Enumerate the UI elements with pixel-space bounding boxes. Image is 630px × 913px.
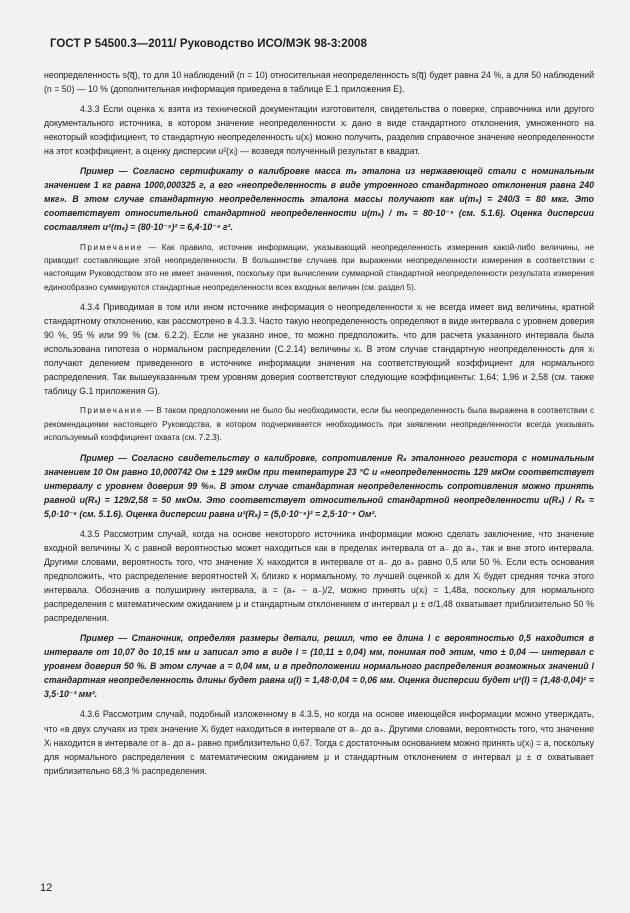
paragraph-text: 4.3.4 Приводимая в том или ином источнике информация о неопределенности xᵢ не всегда имеет вид величины, кратной стандартному отклонению, как рассмотрено в 4.3.3. Часто такую неопределенность определяют в виде интервала с уровнем доверия 90 %, 95 % или 99 % (см. 6.2.2). Если не указано иное, то можно предположить, что для расчета указанного интервала была использована гипотеза о нормальном распределении (С.2.14) величины xᵢ. В этом случае стандартную неопределенность для xᵢ получают делением приведенного в источнике информации значения на соответствующий коэффициент для нормального распределения. Так вышеуказанным трем уровням доверия соответствуют следующие коэффициенты: 1,64; 1,96 и 2,58 (см. также таблицу G.1 приложения G). <box>44 302 594 397</box>
example-paragraph <box>44 631 594 701</box>
paragraph-text: 4.3.6 Рассмотрим случай, подобный изложенному в 4.3.5, но когда на основе имеющейся информации можно утверждать, что «в двух случаях из трех значение Xᵢ будет находиться в интервале от a₋ до a₊. Другими словами, вероятность того, что значение Xᵢ находится в интервале от a₋ до a₊ равно приблизительно 0,67. Тогда с достаточным основанием можно принять u(xᵢ) = a, поскольку для нормального распределения с математическим ожиданием μ и стандартным отклонением σ интервал μ ± σ охватывает приблизительно 68,3 % распределения. <box>44 709 594 776</box>
example-paragraph <box>44 164 594 234</box>
body-paragraph <box>44 707 594 777</box>
paragraph-text: 4.3.3 Если оценка xᵢ взята из технической документации изготовителя, свидетельства о поверке, справочника или другого документального источника, в котором значение неопределенности xᵢ дано в виде стандартного отклонения, умноженного на некоторый коэффициент, то стандартную неопределенность u(xᵢ) можно получить, разделив справочное значение неопределенности на этот коэффициент, а оценку дисперсии u²(xᵢ) — возведя полученный результат в квадрат. <box>44 104 594 157</box>
paragraph-text: — В таком предположении не было бы необходимости, если бы неопределенность была выражена в соответствии с рекомендациями настоящего Руководства, в котором подчеркивается необходимость при заявлении неопределенности всегда указывать используемый коэффициент охвата (см. 7.2.3). <box>44 406 594 443</box>
note-paragraph <box>44 241 594 295</box>
note-paragraph <box>44 404 594 444</box>
body-paragraph <box>44 300 594 398</box>
running-header: ГОСТ Р 54500.3—2011/ Руководство ИСО/МЭК 98-3:2008 <box>50 38 367 50</box>
body-paragraph <box>44 102 594 158</box>
body-text <box>44 68 594 778</box>
note-label: Примечание <box>80 406 143 416</box>
paragraph-text: неопределенность s(q̅), то для 10 наблюдений (n = 10) относительная неопределенность s(q̅) будет равна 24 %, а для 50 наблюдений (n = 50) — 10 % (дополнительная информация приведена в таблице Е.1 приложения Е). <box>44 70 594 95</box>
paragraph-text: — Как правило, источник информации, указывающий неопределенность измерения какой-либо величины, не приводит составляющие этой неопределенности. В большинстве случаев при выражении неопределенности измерения в соответствии с настоящим Руководством это не имеет значения, поскольку при вычислении суммарной стандартной неопределенности результата измерения единообразно суммируются стандартные неопределенности всех входных величин (см. раздел 5). <box>44 242 594 292</box>
body-paragraph <box>44 68 594 96</box>
page-number: 12 <box>40 882 53 894</box>
note-label: Примечание <box>80 242 143 252</box>
body-paragraph <box>44 527 594 625</box>
paragraph-text: Пример — Согласно свидетельству о калибровке, сопротивление Rₛ эталонного резистора с номинальным значением 10 Ом равно 10,000742 Ом ± 129 мкОм при температуре 23 °С и «неопределенность 129 мкОм соответствует интервалу с уровнем доверия 99 %». В этом случае стандартная неопределенность сопротивления можно принять равной u(Rₛ) = 129/2,58 = 50 мкОм. Это соответствует относительной стандартной неопределенности u(Rₛ) / Rₛ = 5,0·10⁻⁶ (см. 5.1.6). Оценка дисперсии равна u²(Rₛ) = (5,0·10⁻⁶)² = 2,5·10⁻⁹ Ом². <box>44 452 594 519</box>
example-paragraph <box>44 451 594 521</box>
paragraph-text: Пример — Согласно сертификату о калибровке масса mₛ эталона из нержавеющей стали с номинальным значением 1 кг равна 1000,000325 г, а его «неопределенность в виде утроенного стандартного отклонения равна 240 мкг». В этом случае стандартную неопределенность эталона массы получают как u(mₛ) = 240/3 = 80 мкг. Это соответствует относительной стандартной неопределенности u(mₛ) / mₛ = 80·10⁻⁹ (см. 5.1.6). Оценка дисперсии составляет u²(mₛ) = (80·10⁻⁹)² = 6,4·10⁻⁹ г². <box>44 166 594 233</box>
paragraph-text: Пример — Станочник, определяя размеры детали, решил, что ее длина l с вероятностью 0,5 находится в интервале от 10,07 до 10,15 мм и записал это в виде l = (10,11 ± 0,04) мм, понимая под этим, что ± 0,04 — интервал с уровнем доверия 50 %. В этом случае a = 0,04 мм, и в предположении нормального распределения возможных значений l стандартная неопределенность длины будет равна u(l) = 1,48·0,04 = 0,06 мм. Оценка дисперсии будет u²(l) = (1,48·0,04)² = 3,5·10⁻³ мм². <box>44 633 594 700</box>
paragraph-text: 4.3.5 Рассмотрим случай, когда на основе некоторого источника информации можно сделать заключение, что значение входной величины Xᵢ с равной вероятностью может находиться как в пределах интервала от a₋ до a₊, так и вне этого интервала. Другими словами, вероятность того, что значение Xᵢ находится в интервале от a₋ до a₊ равно 0,5 или 50 %. Если есть основания предположить, что распределение вероятностей Xᵢ близко к нормальному, то лучшей оценкой xᵢ для Xᵢ будет средняя точка этого интервала. Обозначив a полуширину интервала, a = (a₊ − a₋)/2, можно принять u(xᵢ) = 1,48a, поскольку для нормального распределения с математическим ожиданием μ и стандартным отклонением σ интервал μ ± σ/1,48 охватывает приблизительно 50 % распределения. <box>44 528 594 624</box>
